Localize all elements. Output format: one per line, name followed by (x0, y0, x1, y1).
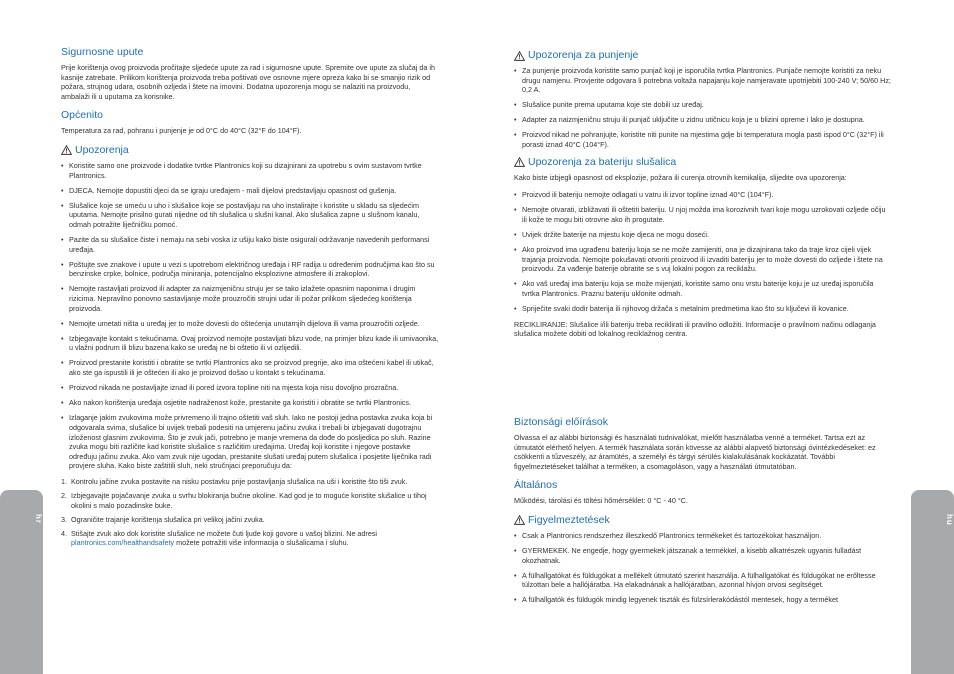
section-title: Općenito (61, 109, 104, 122)
section-paragraph: Működési, tárolási és töltési hőmérséklet: 0 °C - 40 °C. (514, 496, 688, 506)
item-number: 2. (61, 491, 67, 500)
section-title-text: Upozorenja (75, 143, 129, 156)
right-column (514, 49, 892, 347)
section-title: Biztonsági előírások (514, 416, 608, 428)
section-title: Sigurnosne upute (61, 46, 144, 58)
section-title-battery (514, 156, 892, 169)
list-item: • Uvijek držite baterije na mjestu koje djeca ne mogu doseći. (514, 230, 892, 240)
numbered-item (61, 529, 439, 548)
item-text: Izbjegavajte pojačavanje zvuka u svrhu blokiranja bučne okoline. Kad god je to moguće koristite slušalice u tihoj okolini s malo pozadinske buke. (71, 491, 427, 510)
section-title-text: Upozorenja za punjenje (528, 49, 639, 61)
right-column-hungarian (514, 416, 892, 611)
list-item: • Pazite da su slušalice čiste i nemaju na sebi voska iz ušiju kako biste osigurali održavanje navedenih performansi uređaja. (61, 235, 439, 254)
section-title-warnings (61, 144, 439, 157)
language-tab-label: hu (945, 514, 954, 526)
list-item: • Slušalice punite prema uputama koje ste dobili uz uređaj. (514, 100, 892, 110)
list-item: • Proizvod ili bateriju nemojte odlagati u vatru ili izvor topline iznad 40°C (104°F). (514, 190, 892, 200)
list-item: • Nemojte rastavljati proizvod ili adapter za naizmjeničnu struju jer se tako izlažete opasnim naponima i drugim rizicima. Nepravilno ponovno sastavljanje može prouzročiti strujni udar ili požar prilikom sljedećeg korištenja proizvoda. (61, 284, 439, 313)
numbered-item (61, 491, 439, 510)
warning-triangle-icon (514, 515, 525, 525)
section-title-hu-warnings (514, 514, 892, 527)
warning-triangle-icon (514, 157, 525, 167)
item-number: 1. (61, 476, 67, 486)
section-title: Általános (514, 479, 558, 492)
list-item: • Adapter za naizmjeničnu struju ili punjač uključite u zidnu utičnicu koja je u blizini opreme i lako je dostupna. (514, 115, 892, 125)
language-tab-hu (911, 490, 954, 674)
item-number: 4. (61, 528, 67, 538)
item-number: 3. (61, 514, 67, 524)
warnings-list (61, 161, 439, 471)
numbered-list (61, 477, 439, 548)
warning-triangle-icon (61, 145, 72, 155)
list-item: • DJECA. Nemojte dopustiti djeci da se igraju uređajem - mali dijelovi predstavljaju opasnost od gušenja. (61, 186, 439, 196)
list-item: • Spriječite svaki dodir baterija ili njihovog držača s metalnim predmetima kao što su ključevi ili kovanice. (514, 304, 892, 314)
section-paragraph: Prije korištenja ovog proizvoda pročitajte sljedeće upute za rad i sigurnosne upute. Spremite ove upute za slučaj da ih kasnije zatrebate. Prilikom korištenja proizvoda treba poštivati ove osnovne mjere opreza kako bi se smanjio rizik od požara, strujnog udara, osobnih ozljeda i štete na imovini. Dodatna upozorenja mogu se nalaziti na proizvodu, ambalaži ili u uputama za korisnike. (61, 63, 435, 101)
list-item: • Ako nakon korištenja uređaja osjetite nadraženost kože, prestanite ga koristiti i obratite se tvrtki Plantronics. (61, 398, 439, 408)
language-tab-label: hr (34, 514, 43, 524)
battery-warnings-list (514, 190, 892, 313)
numbered-item (61, 515, 439, 525)
list-item: • Ako proizvod ima ugrađenu bateriju koja se ne može zamijeniti, ona je dizajnirana tako da traje kroz cijeli vijek trajanja proizvoda. Nemojte pokušavati otvoriti proizvod ili izvaditi bateriju jer to može dovesti do ozljede i štete na proizvodu. Za vađenje baterije obratite se s vuj lokalni pogon za reciklažu. (514, 245, 892, 274)
list-item: • Proizvod nikad ne pohranjujte, koristite niti punite na mjestima gdje bi temperatura mogla pasti ispod 0°C (32°F) ili porasti iznad 40°C (104°F). (514, 130, 892, 149)
section-title-text: Upozorenja za bateriju slušalica (528, 155, 677, 168)
list-item: • Nemojte umetati ništa u uređaj jer to može dovesti do oštećenja unutarnjih dijelova ili vama prouzročiti ozljede. (61, 319, 439, 329)
list-item: • A fülhallgatók és füldugók mindig legyenek tiszták és fülzsírlerakódástól mentesek, hogy a terméket (514, 595, 892, 605)
list-item: • GYERMEKEK. Ne engedje, hogy gyermekek játszanak a termékkel, a kisebb alkatrészek ugyanis fulladást okozhatnak. (514, 546, 892, 565)
list-item: • Nemojte otvarati, izbližavati ili oštetiti bateriju. U njoj možda ima korozivnih tvari koje mogu uzrokovati ozljede očiju ili kože te mogu biti otrovne ako ih progutate. (514, 205, 892, 224)
item-text: Ograničite trajanje korištenja slušalica pri velikoj jačini zvuka. (71, 514, 265, 524)
list-item: • Ako vaš uređaj ima bateriju koja se može mijenjati, koristite samo onu vrstu baterije koju je uz uređaj isporučila tvrtka Plantronics. Praznu bateriju uklonite odmah. (514, 279, 892, 298)
warning-triangle-icon (514, 51, 525, 61)
item-text: Kontrolu jačine zvuka postavite na nisku postavku prije postavljanja slušalica na uši i koristite što tiši zvuk. (71, 476, 408, 486)
numbered-item (61, 477, 439, 487)
left-column (61, 46, 439, 552)
recycling-paragraph: RECIKLIRANJE: Slušalice i/ili bateriju treba reciklirati ili pravilno odložiti. Informacije o pravilnom načinu odlaganja slušalica možete dobiti od lokalnog reciklažnog centra. (514, 319, 876, 339)
language-tab-hr (0, 490, 43, 674)
list-item: • Proizvod prestanite koristiti i obratite se tvrtki Plantronics ako se proizvod pregrije, ako ima oštećeni kabel ili utikač, ako ste ga ispustili ili je oštećen ili ako je proizvod došao u kontakt s tekućinama. (61, 358, 439, 377)
list-item: • Izlaganje jakim zvukovima može privremeno ili trajno oštetiti vaš sluh. Iako ne postoji jedna postavka zvuka koja bi odgovarala svima, slušalice bi uvijek trebali podesiti na umjerenu jačinu zvuka i trebali bi izbjegavati dugotrajnu izloženost glasnim zvukovima. Što je zvuk jači, potrebno je manje vremena da dođe do posljedica po sluh. Razine zvuka mogu biti različite kad koristite slušalice s različitim uređajima. Uređaj koji koristite i njegove postavke određuju jačinu zvuka. Ako vam zvuk nije ugodan, prestanite slušati uređaj putem slušalica i posjetite liječnika radi provjere sluha. Kako biste zaštitili sluh, neki stručnjaci preporučuju da: (61, 413, 439, 471)
list-item: • Proizvod nikada ne postavljajte iznad ili pored izvora topline niti na mjesta koja nisu dovoljno prozračna. (61, 383, 439, 393)
charging-warnings-list (514, 66, 892, 150)
section-title-text: Figyelmeztetések (528, 513, 610, 526)
list-item: • Slušalice koje se umeću u uho i slušalice koje se postavljaju na uho instalirajte i koristite u skladu sa sljedećim uputama. Nemojte prisilno gurati nijedne od tih slušalica u slušni kanal. Ako slušalica zapne u slušnom kanalu, odmah potražite liječničku pomoć. (61, 201, 439, 230)
list-item: • Koristite samo one proizvode i dodatke tvrtke Plantronics koji su dizajnirani za upotrebu s ovim sustavom tvrtke Plantronics. (61, 161, 439, 180)
health-safety-link[interactable]: plantronics.com/healthandsafety (71, 538, 175, 548)
section-paragraph: Olvassa el az alábbi biztonsági és használati tudnivalókat, mielőtt használatba venné a terméket. Tartsa ezt az útmutatót elérhető helyen. A termék használata során kövesse az alábbi alapvető biztonsági óvintézkedéseket: ez csökkenti a tűzveszély, az áramütés, a személyi és tárgyi sérülés kialakulásának kockázatát. További figyelmeztetéseket találhat a terméken, a csomagoláson, vagy a használati útmutatóban. (514, 433, 876, 471)
item-text: Stišajte zvuk ako dok koristite slušalice ne možete čuti ljude koji govore u vašoj blizini. Ne adresi (71, 528, 378, 538)
hu-warnings-list (514, 531, 892, 605)
list-item: • Csak a Plantronics rendszerhez illeszkedő Plantronics termékeket és tartozékokat használjon. (514, 531, 892, 541)
section-title-charging (514, 49, 892, 62)
section-paragraph: Temperatura za rad, pohranu i punjenje je od 0°C do 40°C (32°F do 104°F). (61, 126, 302, 136)
list-item: • Poštujte sve znakove i upute u vezi s upotrebom električnog uređaja i RF radija u određenim područjima kao što su benzinske crpke, bolnice, područja miniranja, potencijalno eksplozivne atmosfere ili zrakoplovi. (61, 260, 439, 279)
list-item: • A fülhallgatókat és füldugókat a mellékelt útmutató szerint használja. A fülhallgatókat és füldugókat ne erőltesse túlzottan bele a hallójáratba. Ha elakadnának a hallójáratban, azonnal hívjon orvosi segítséget. (514, 571, 892, 590)
list-item: • Izbjegavajte kontakt s tekućinama. Ovaj proizvod nemojte postavljati blizu vode, na primjer blizu kade ili umivaonika, u vlažni podrum ili blizu bazena kako se uređaj ne bi oštetio ili vi ozlijedili. (61, 334, 439, 353)
item-text: možete potražiti više informacija o slušalicama i sluhu. (176, 538, 349, 548)
section-paragraph: Kako biste izbjegli opasnost od eksplozije, požara ili curenja otrovnih kemikalija, slijedite ova upozorenja: (514, 172, 847, 182)
list-item: • Za punjenje proizvoda koristite samo punjač koji je isporučila tvrtka Plantronics. Punjače nemojte koristiti za neku drugu namjenu. Provjerite odgovara li potrebna voltaža napajanju koje namjeravate upotrijebiti 100-240 V; 50/60 Hz; 0,2 A. (514, 66, 892, 95)
